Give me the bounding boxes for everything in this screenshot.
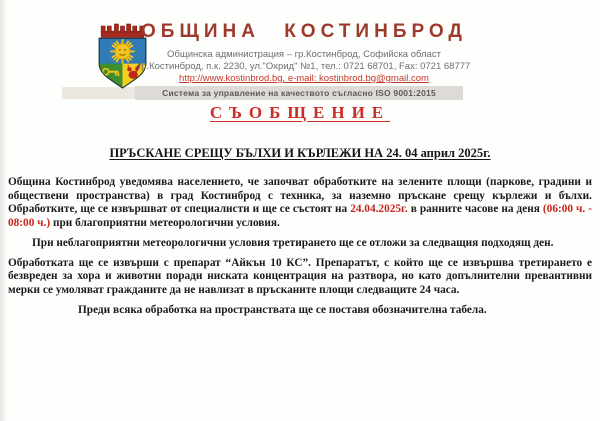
paragraph-announcement: [8, 176, 592, 231]
address-line-2: гр.Костинброд, п.к. 2230, ул."Охрид" №1, тел.: 0721 68701, Fax: 0721 68777: [137, 61, 471, 72]
notice-title: [0, 103, 600, 123]
p1-text-2: в ранните часове на деня: [407, 203, 543, 216]
notice-subject: [0, 146, 600, 161]
p1-date-highlight: 24.04.2025г.: [350, 203, 408, 216]
scan-edge-shade: [0, 0, 7, 421]
p1-time-highlight: (06:00 ч. - 08:00 ч.): [8, 203, 592, 230]
paragraph-signage-note: Преди всяка обработка на пространствата ще се поставя обозначителна табела.: [78, 303, 487, 316]
address-line-1: Общинска администрация – гр.Костинброд, Софийска област: [167, 49, 441, 60]
notice-title-text: СЪОБЩЕНИЕ: [209, 103, 391, 122]
p1-text-1: Община Костинброд уведомява населението, че започват обработките на зелените площи (паркове, градини и обществени пространства) в град Костинброд с техника, за наземно пръскане срещу кърлежи и бълхи. Обработките, ще се извършват от специалисти и ще се състоят на: [8, 176, 592, 216]
website-email-line: http://www.kostinbrod.bg, e-mail: kostinbrod.bg@gmail.com: [179, 73, 429, 84]
notice-body: [8, 176, 592, 323]
letterhead: [118, 21, 490, 85]
paragraph-weather-postpone: При неблагоприятни метеорологични условия третирането ще се отложи за следващия подходящ ден.: [32, 236, 554, 249]
iso-quality-banner: Система за управление на качеството съгласно ISO 9001:2015: [135, 86, 463, 100]
p1-text-3: при благоприятни метеорологични условия.: [50, 217, 280, 230]
municipality-title: ОБЩИНА КОСТИНБРОД: [141, 21, 467, 42]
paragraph-preparation-safety: Обработката ще се извърши с препарат “Айкън 10 КС”. Препаратът, с който ще се извършва третирането е безвреден за хора и животни поради ниската концентрация на разтвора, но като допълнителни превантивни мерки се умоляват гражданите да не навлизат в пръсканите площи следващите 24 часа.: [8, 256, 592, 296]
notice-subject-text: ПРЪСКАНЕ СРЕЩУ БЪЛХИ И КЪРЛЕЖИ НА 24. 04 април 2025г.: [109, 146, 491, 160]
